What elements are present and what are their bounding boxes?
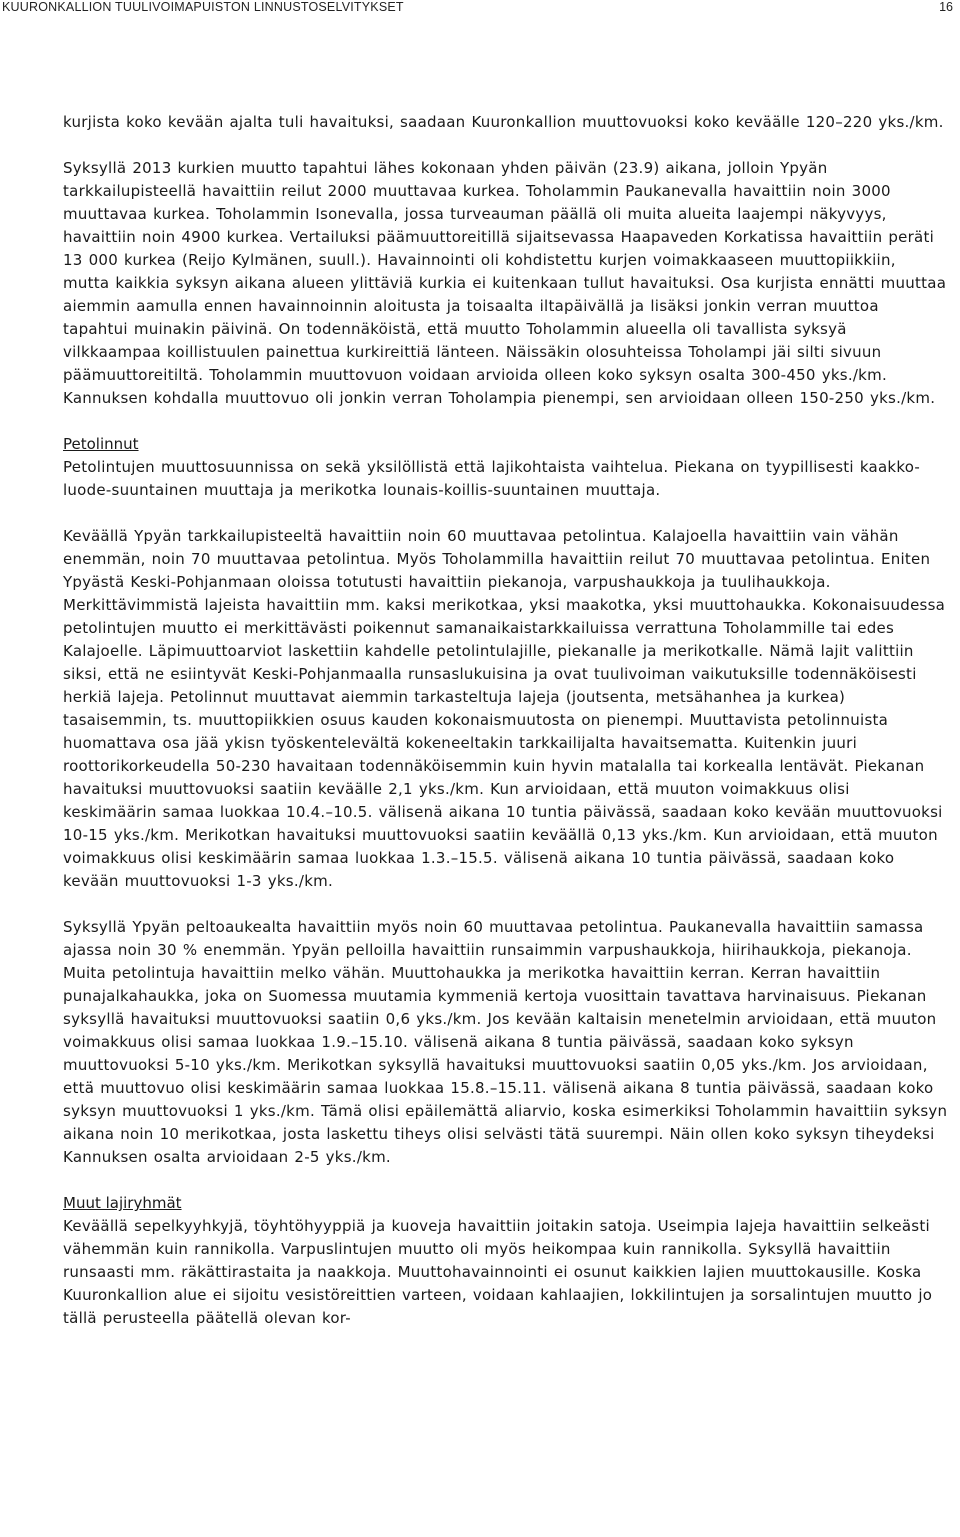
page-header [0,0,960,16]
page-number: 16 [939,0,953,14]
paragraph-petolinnut-kevat: Keväällä Ypyän tarkkailupisteeltä havaittiin noin 60 muuttavaa petolintua. Kalajoella havaittiin vain vähän enemmän, noin 70 muuttavaa petolintua. Myös Toholammilla havaittiin reilut 70 muuttavaa petolintua. Eniten Ypyästä Keski-Pohjanmaan oloissa totutusti havaittiin piekanoja, varpushaukkoja ja tuulihaukkoja. Merkittävimmistä lajeista havaittiin mm. kaksi merikotkaa, yksi maakotka, yksi muuttohaukka. Kokonaisuudessa petolintujen muutto ei merkittävästi poikennut samanaikaistarkkailuissa verrattuna Toholammille tai edes Kalajoelle. Läpimuuttoarviot laskettiin kahdelle petolintulajille, piekanalle ja merikotkalle. Nämä lajit valittiin siksi, että ne esiintyvät Keski-Pohjanmaalla runsaslukuisina ja ovat tuulivoiman vaikutuksille todennäköisesti herkiä lajeja. Petolinnut muuttavat aiemmin tarkasteltuja lajeja (joutsenta, metsähanhea ja kurkea) tasaisemmin, ts. muuttopiikkien osuus kauden kokonaismuutosta on pienempi. Muuttavista petolinnuista huomattava osa jää ykisn työskentelevältä kokeneeltakin tarkkailijalta havaitsematta. Kuitenkin juuri roottorikorkeudella 50-230 havaitaan todennäköisemmin kuin hyvin matalalla tai korkealla lentävät. Piekanan havaituksi muuttovuoksi saatiin keväälle 2,1 yks./km. Kun arvioidaan, että muuton voimakkuus olisi keskimäärin samaa luokkaa 10.4.–10.5. välisenä aikana 10 tuntia päivässä, saadaan koko kevään muuttovuoksi 10-15 yks./km. Merikotkan havaituksi muuttovuoksi saatiin keväällä 0,13 yks./km. Kun arvioidaan, että muuton voimakkuus olisi keskimäärin samaa luokkaa 1.3.–15.5. välisenä aikana 10 tuntia päivässä, saadaan koko kevään muuttovuoksi 1-3 yks./km. [63,527,946,890]
paragraph-petolinnut-syksy: Syksyllä Ypyän peltoaukealta havaittiin myös noin 60 muuttavaa petolintua. Paukanevalla havaittiin samassa ajassa noin 30 % enemmän. Ypyän pelloilla havaittiin runsaimmin varpushaukkoja, hiirihaukkoja, piekanoja. Muita petolintuja havaittiin melko vähän. Muuttohaukka ja merikotka havaittiin kerran. Kerran havaittiin punajalkahaukka, joka on Suomessa muutamia kymmeniä kertoja vuosittain tavattava harvinaisuus. Piekanan syksyllä havaituksi muuttovuoksi saatiin 0,6 yks./km. Jos kevään kaltaisin menetelmin arvioidaan, että muuton voimakkuus olisi samaa luokkaa 1.9.–15.10. välisenä aikana 8 tuntia päivässä, saadaan koko syksyn muuttovuoksi 5-10 yks./km. Merikotkan syksyllä havaituksi muuttovuoksi saatiin 0,05 yks./km. Jos arvioidaan, että muuttovuo olisi keskimäärin samaa luokkaa 15.8.–15.11. välisenä aikana 8 tuntia päivässä, saadaan koko syksyn muuttovuoksi 1 yks./km. Tämä olisi epäilemättä aliarvio, koska esimerkiksi Toholammin havaittiin syksyn aikana noin 10 merikotkaa, josta laskettu tiheys olisi selvästi tätä suurempi. Näin ollen koko syksyn tiheydeksi Kannuksen osalta arvioidaan 2-5 yks./km. [63,918,948,1166]
paragraph-petolinnut-intro: Petolintujen muuttosuunnissa on sekä yksilöllistä että lajikohtaista vaihtelua. Piekana on tyypillisesti kaakko-luode-suuntainen muuttaja ja merikotka lounais-koillis-suuntainen muuttaja. [63,458,921,499]
paragraph-muut-lajiryhmat: Keväällä sepelkyyhkyjä, töyhtöhyyppiä ja kuoveja havaittiin joitakin satoja. Useimpia lajeja havaittiin selkeästi vähemmän kuin rannikolla. Varpuslintujen muutto oli myös heikompaa kuin rannikolla. Syksyllä havaittiin runsaasti mm. räkättirastaita ja naakkoja. Muuttohavainnointi ei osunut kaikkien lajien muuttokausille. Koska Kuuronkallion alue ei sijoitu vesistöreittien varteen, voidaan kahlaajien, lokkilintujen ja sorsalintujen muutto jo tällä perusteella päätellä olevan kor- [63,1217,933,1327]
document-body [63,111,948,1330]
section-heading-petolinnut: Petolinnut [63,435,139,453]
document-title: KUURONKALLION TUULIVOIMAPUISTON LINNUSTOSELVITYKSET [2,0,404,14]
paragraph-kurki-syksy: Syksyllä 2013 kurkien muutto tapahtui lähes kokonaan yhden päivän (23.9) aikana, jolloin Ypyän tarkkailupisteellä havaittiin reilut 2000 muuttavaa kurkea. Toholammin Paukanevalla havaittiin noin 3000 muuttavaa kurkea. Toholammin Isonevalla, jossa turveauman päällä oli muita alueita laajempi näkyvyys, havaittiin noin 4900 kurkea. Vertailuksi päämuuttoreitillä sijaitsevassa Haapaveden Korkatissa havaittiin peräti 13 000 kurkea (Reijo Kylmänen, suull.). Havainnointi oli kohdistettu kurjen voimakkaaseen muuttopiikkiin, mutta kaikkia syksyn aikana alueen ylittäviä kurkia ei kuitenkaan tullut havaituksi. Osa kurjista ennätti muuttaa aiemmin aamulla ennen havainnoinnin aloitusta ja toisaalta iltapäivällä ja lisäksi jonkin verran muuttoa tapahtui muinakin päivinä. On todennäköistä, että muutto Toholammin alueella oli tavallista syksyä vilkkaampaa koillistuulen painettua kurkireittiä länteen. Näissäkin olosuhteissa Toholampi jäi silti sivuun päämuuttoreitiltä. Toholammin muuttovuon voidaan arvioida olleen koko syksyn osalta 300-450 yks./km. Kannuksen kohdalla muuttovuo oli jonkin verran Toholampia pienempi, sen arvioidaan olleen 150-250 yks./km. [63,159,947,407]
section-heading-muut-lajiryhmat: Muut lajiryhmät [63,1194,182,1212]
paragraph-kurki-kevat: kurjista koko kevään ajalta tuli havaituksi, saadaan Kuuronkallion muuttovuoksi koko keväälle 120–220 yks./km. [63,113,944,131]
